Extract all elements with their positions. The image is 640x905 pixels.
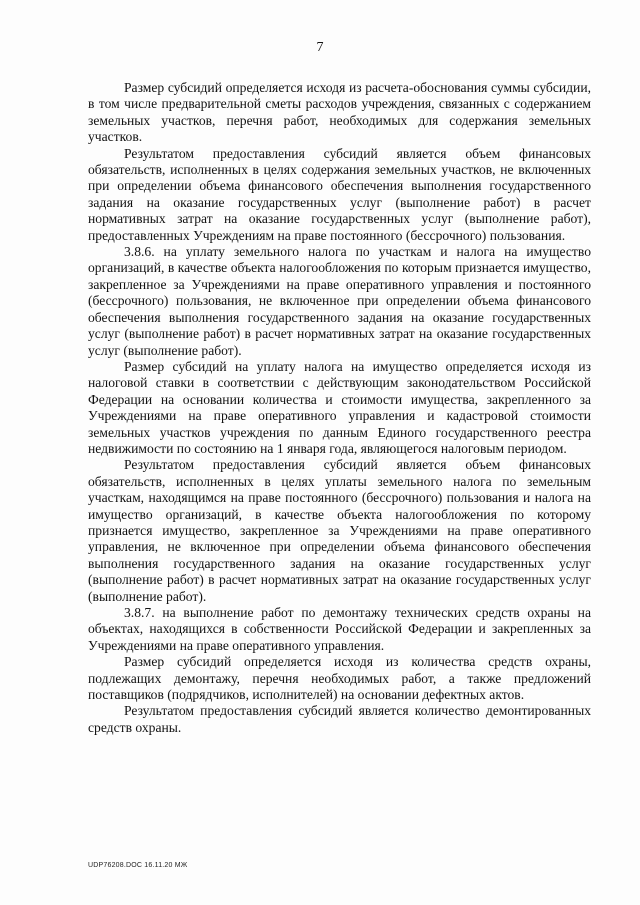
document-footer: UDP76208.DOC 16.11.20 МЖ <box>88 862 188 869</box>
document-body <box>88 80 591 736</box>
paragraph-clause-3-8-6: 3.8.6. на уплату земельного налога по участкам и налога на имущество организаций, в качестве объекта налогообложения по которым признается имущество, закрепленное за Учреждениями на праве оперативного управления и постоянного (бессрочного) пользования, не включенное при определении объема финансового обеспечения выполнения государственного задания на оказание государственных услуг (выполнение работ) в расчет нормативных затрат на оказание государственных услуг (выполнение работ). <box>88 244 591 358</box>
paragraph-subsidy-size-security: Размер субсидий определяется исходя из количества средств охраны, подлежащих демонтажу, перечня необходимых работ, а также предложений поставщиков (подрядчиков, исполнителей) на основании дефектных актов. <box>88 654 591 703</box>
paragraph-result-tax-payment: Результатом предоставления субсидий является объем финансовых обязательств, исполненных в целях уплаты земельного налога по земельным участкам, находящимся на праве постоянного (бессрочного) пользования и налога на имущество организаций, в качестве объекта налогообложения по которому признается имущество, закрепленное за Учреждениями на праве оперативного управления, не включенное при определении объема финансового обеспечения выполнения государственного задания на оказание государственных услуг (выполнение работ) в расчет нормативных затрат на оказание государственных услуг (выполнение работ). <box>88 457 591 604</box>
paragraph-subsidy-size-land: Размер субсидий определяется исходя из расчета-обоснования суммы субсидии, в том числе предварительной сметы расходов учреждения, связанных с содержанием земельных участков, перечня работ, необходимых для содержания земельных участков. <box>88 80 591 145</box>
paragraph-result-land-maintenance: Результатом предоставления субсидий является объем финансовых обязательств, исполненных в целях содержания земельных участков, не включенных при определении объема финансового обеспечения выполнения государственного задания на оказание государственных услуг (выполнение работ) в расчет нормативных затрат на оказание государственных услуг (выполнение работ), предоставленных Учреждениям на праве постоянного (бессрочного) пользования. <box>88 145 591 243</box>
paragraph-subsidy-size-property-tax: Размер субсидий на уплату налога на имущество определяется исходя из налоговой ставки в соответствии с действующим законодательством Российской Федерации на основании количества и стоимости имущества, закрепленного за Учреждениями на праве оперативного управления и кадастровой стоимости земельных участков учреждения по данным Единого государственного реестра недвижимости по состоянию на 1 января года, являющегося налоговым периодом. <box>88 358 591 456</box>
paragraph-clause-3-8-7: 3.8.7. на выполнение работ по демонтажу технических средств охраны на объектах, находящихся в собственности Российской Федерации и закрепленных за Учреждениями на праве оперативного управления. <box>88 605 591 653</box>
page-number: 7 <box>316 40 324 55</box>
paragraph-result-dismantling: Результатом предоставления субсидий является количество демонтированных средств охраны. <box>88 703 591 735</box>
